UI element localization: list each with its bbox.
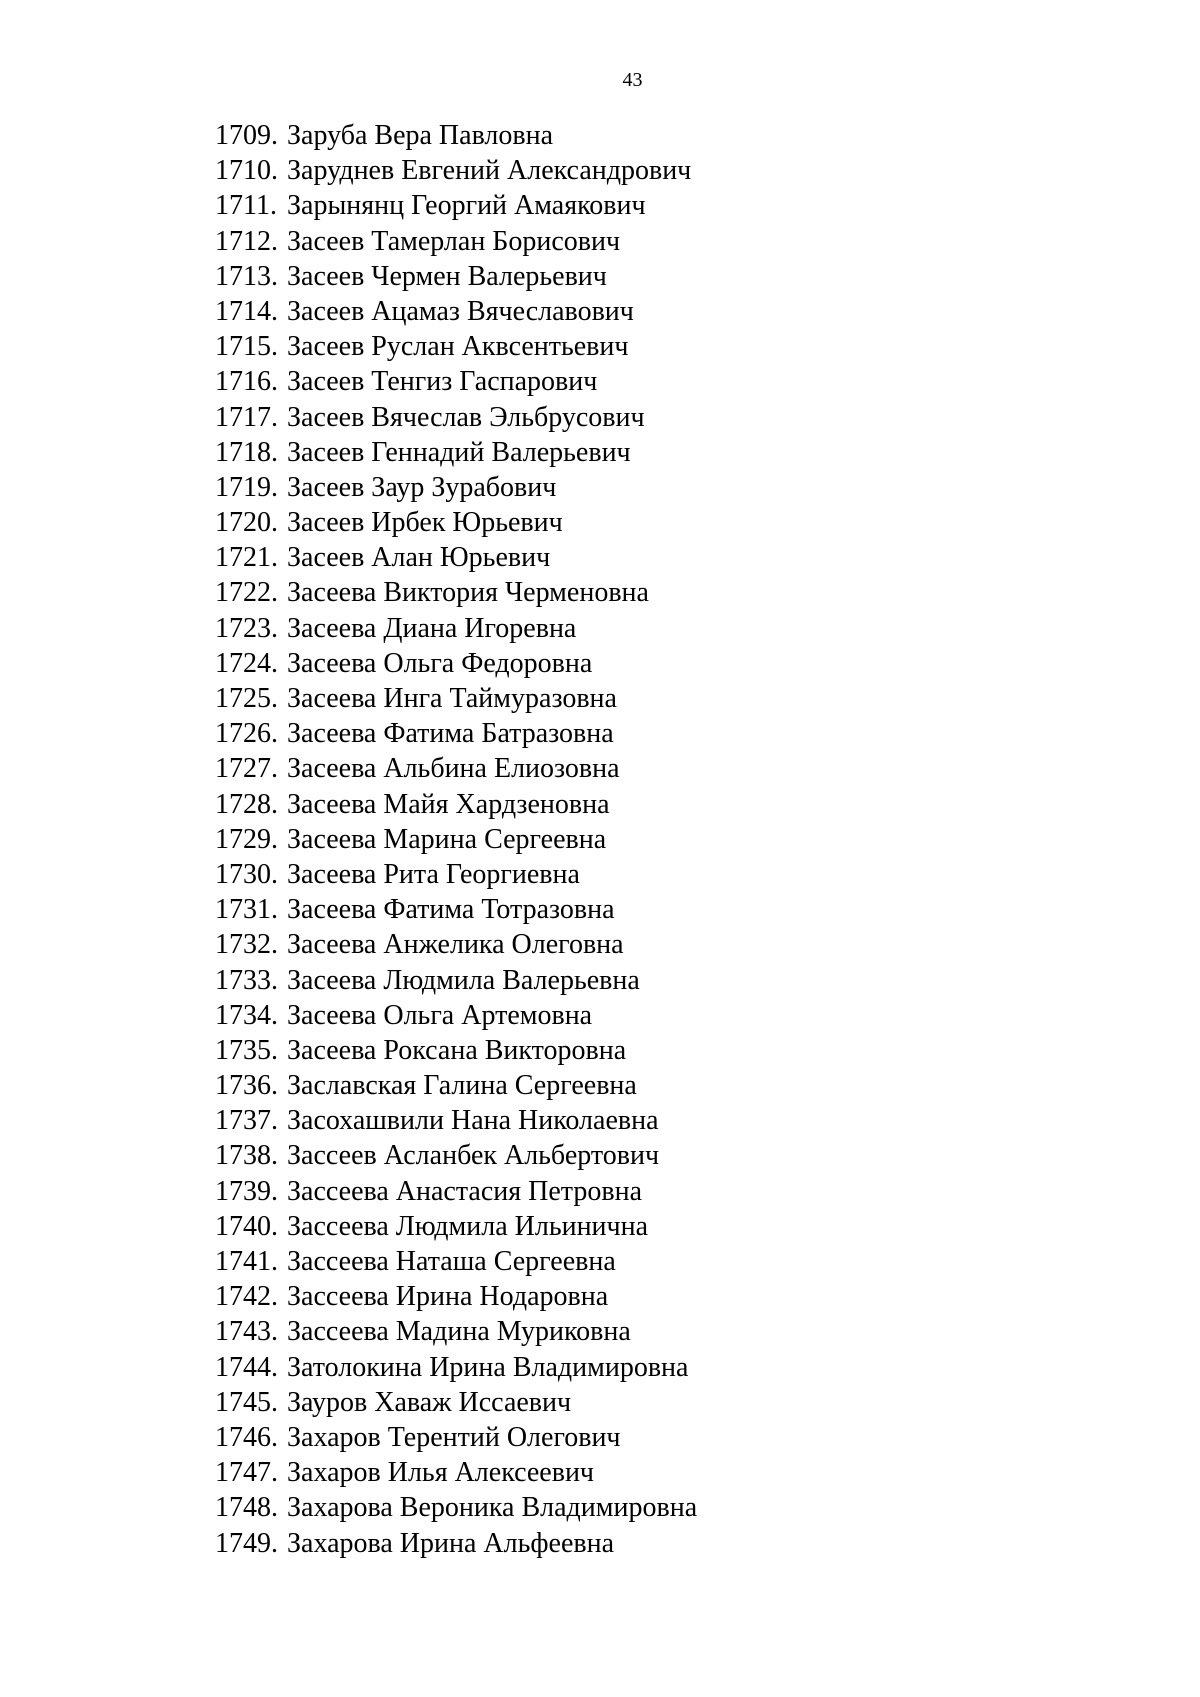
name-list xyxy=(215,118,697,1561)
entry-number: 1742. xyxy=(215,1281,278,1313)
entry-number: 1748. xyxy=(215,1492,278,1524)
list-item xyxy=(215,1068,697,1103)
list-item xyxy=(215,329,697,364)
list-item xyxy=(215,435,697,470)
list-item xyxy=(215,892,697,927)
entry-name: Заславская Галина Сергеевна xyxy=(287,1070,637,1102)
entry-number: 1727. xyxy=(215,753,278,785)
entry-number: 1744. xyxy=(215,1351,278,1383)
entry-name: Засеева Фатима Тотразовна xyxy=(287,894,615,926)
entry-number: 1717. xyxy=(215,401,278,433)
page-number: 43 xyxy=(622,69,643,91)
entry-number: 1734. xyxy=(215,999,278,1031)
list-item xyxy=(215,857,697,892)
entry-number: 1741. xyxy=(215,1246,278,1277)
entry-name: Засеев Алан Юрьевич xyxy=(287,542,551,574)
list-item xyxy=(215,294,697,329)
entry-name: Зассеев Асланбек Альбертович xyxy=(287,1140,660,1172)
list-item xyxy=(215,1455,697,1490)
entry-number: 1716. xyxy=(215,366,278,398)
entry-name: Захаров Илья Алексеевич xyxy=(287,1457,595,1489)
entry-name: Заруднев Евгений Александрович xyxy=(287,155,692,187)
entry-name: Засеева Марина Сергеевна xyxy=(287,823,607,855)
entry-number: 1740. xyxy=(215,1210,278,1242)
entry-number: 1715. xyxy=(215,331,278,363)
entry-number: 1745. xyxy=(215,1386,278,1418)
list-item xyxy=(215,611,697,646)
entry-name: Засеева Инга Таймуразовна xyxy=(287,683,617,714)
entry-name: Засеев Чермен Валерьевич xyxy=(287,260,607,292)
list-item xyxy=(215,998,697,1033)
list-item xyxy=(215,787,697,822)
list-item xyxy=(215,575,697,610)
entry-number: 1738. xyxy=(215,1140,278,1172)
entry-number: 1746. xyxy=(215,1421,278,1453)
list-item xyxy=(215,153,697,188)
list-item xyxy=(215,1033,697,1068)
list-item xyxy=(215,1244,697,1279)
entry-name: Засеева Роксана Викторовна xyxy=(287,1034,627,1066)
entry-name: Зассеева Анастасия Петровна xyxy=(287,1175,643,1207)
entry-number: 1733. xyxy=(215,964,278,996)
entry-name: Зассеева Людмила Ильинична xyxy=(287,1210,649,1242)
list-item xyxy=(215,822,697,857)
entry-number: 1749. xyxy=(215,1527,278,1559)
entry-number: 1719. xyxy=(215,471,278,503)
entry-number: 1720. xyxy=(215,507,278,539)
list-item xyxy=(215,259,697,294)
entry-name: Засеева Анжелика Олеговна xyxy=(287,929,624,961)
entry-name: Затолокина Ирина Владимировна xyxy=(287,1351,689,1383)
list-item xyxy=(215,1526,697,1561)
entry-name: Захарова Вероника Владимировна xyxy=(287,1492,698,1524)
list-item xyxy=(215,505,697,540)
entry-name: Засеев Заур Зурабович xyxy=(287,471,557,503)
list-item xyxy=(215,118,697,153)
list-item xyxy=(215,1174,697,1209)
list-item xyxy=(215,224,697,259)
list-item xyxy=(215,364,697,399)
entry-name: Засохашвили Нана Николаевна xyxy=(287,1105,659,1137)
entry-name: Засеев Ацамаз Вячеславович xyxy=(287,295,634,327)
list-item xyxy=(215,1314,697,1349)
entry-number: 1743. xyxy=(215,1316,278,1348)
entry-number: 1722. xyxy=(215,577,278,609)
entry-name: Засеев Тамерлан Борисович xyxy=(287,225,621,257)
entry-name: Засеев Вячеслав Эльбрусович xyxy=(287,401,645,433)
entry-number: 1732. xyxy=(215,929,278,961)
entry-name: Засеева Майя Хардзеновна xyxy=(287,788,610,820)
entry-number: 1729. xyxy=(215,823,278,855)
entry-number: 1718. xyxy=(215,436,278,468)
list-item xyxy=(215,540,697,575)
entry-number: 1737. xyxy=(215,1105,278,1137)
entry-name: Захаров Терентий Олегович xyxy=(287,1421,621,1453)
list-item xyxy=(215,1385,697,1420)
entry-name: Засеева Людмила Валерьевна xyxy=(287,964,640,996)
list-item xyxy=(215,963,697,998)
entry-name: Засеева Рита Георгиевна xyxy=(287,858,580,890)
list-item xyxy=(215,1103,697,1138)
list-item xyxy=(215,1490,697,1525)
entry-number: 1731. xyxy=(215,894,278,926)
list-item xyxy=(215,1420,697,1455)
list-item xyxy=(215,470,697,505)
entry-number: 1709. xyxy=(215,120,278,151)
entry-name: Засеева Ольга Федоровна xyxy=(287,647,593,679)
entry-name: Засеева Альбина Елиозовна xyxy=(287,753,620,785)
entry-name: Засеев Геннадий Валерьевич xyxy=(287,436,631,468)
entry-name: Засеев Ирбек Юрьевич xyxy=(287,507,563,539)
entry-name: Засеев Руслан Аквсентьевич xyxy=(287,331,629,363)
entry-name: Засеева Виктория Черменовна xyxy=(287,577,649,609)
entry-name: Зассеева Наташа Сергеевна xyxy=(287,1246,616,1277)
entry-number: 1726. xyxy=(215,718,278,750)
list-item xyxy=(215,1138,697,1173)
list-item xyxy=(215,927,697,962)
entry-name: Засеева Фатима Батразовна xyxy=(287,718,614,750)
entry-number: 1723. xyxy=(215,612,278,644)
entry-name: Захарова Ирина Альфеевна xyxy=(287,1527,615,1559)
entry-name: Засеева Диана Игоревна xyxy=(287,612,577,644)
list-item xyxy=(215,716,697,751)
entry-number: 1736. xyxy=(215,1070,278,1102)
entry-number: 1712. xyxy=(215,225,278,257)
entry-name: Зассеева Мадина Муриковна xyxy=(287,1316,631,1348)
list-item xyxy=(215,400,697,435)
entry-number: 1714. xyxy=(215,295,278,327)
entry-number: 1724. xyxy=(215,647,278,679)
entry-number: 1735. xyxy=(215,1034,278,1066)
entry-name: Засеев Тенгиз Гаспарович xyxy=(287,366,598,398)
entry-name: Зарынянц Георгий Амаякович xyxy=(287,190,646,222)
list-item xyxy=(215,751,697,786)
entry-number: 1711. xyxy=(215,190,277,222)
entry-name: Зассеева Ирина Нодаровна xyxy=(287,1281,609,1313)
entry-number: 1728. xyxy=(215,788,278,820)
list-item xyxy=(215,646,697,681)
list-item xyxy=(215,681,697,716)
entry-number: 1739. xyxy=(215,1175,278,1207)
entry-name: Заруба Вера Павловна xyxy=(287,120,554,151)
entry-number: 1721. xyxy=(215,542,278,574)
entry-name: Зауров Хаваж Иссаевич xyxy=(287,1386,572,1418)
list-item xyxy=(215,1350,697,1385)
entry-number: 1730. xyxy=(215,858,278,890)
entry-number: 1747. xyxy=(215,1457,278,1489)
list-item xyxy=(215,1279,697,1314)
list-item xyxy=(215,188,697,223)
list-item xyxy=(215,1209,697,1244)
entry-number: 1725. xyxy=(215,683,278,714)
entry-name: Засеева Ольга Артемовна xyxy=(287,999,593,1031)
entry-number: 1710. xyxy=(215,155,278,187)
entry-number: 1713. xyxy=(215,260,278,292)
